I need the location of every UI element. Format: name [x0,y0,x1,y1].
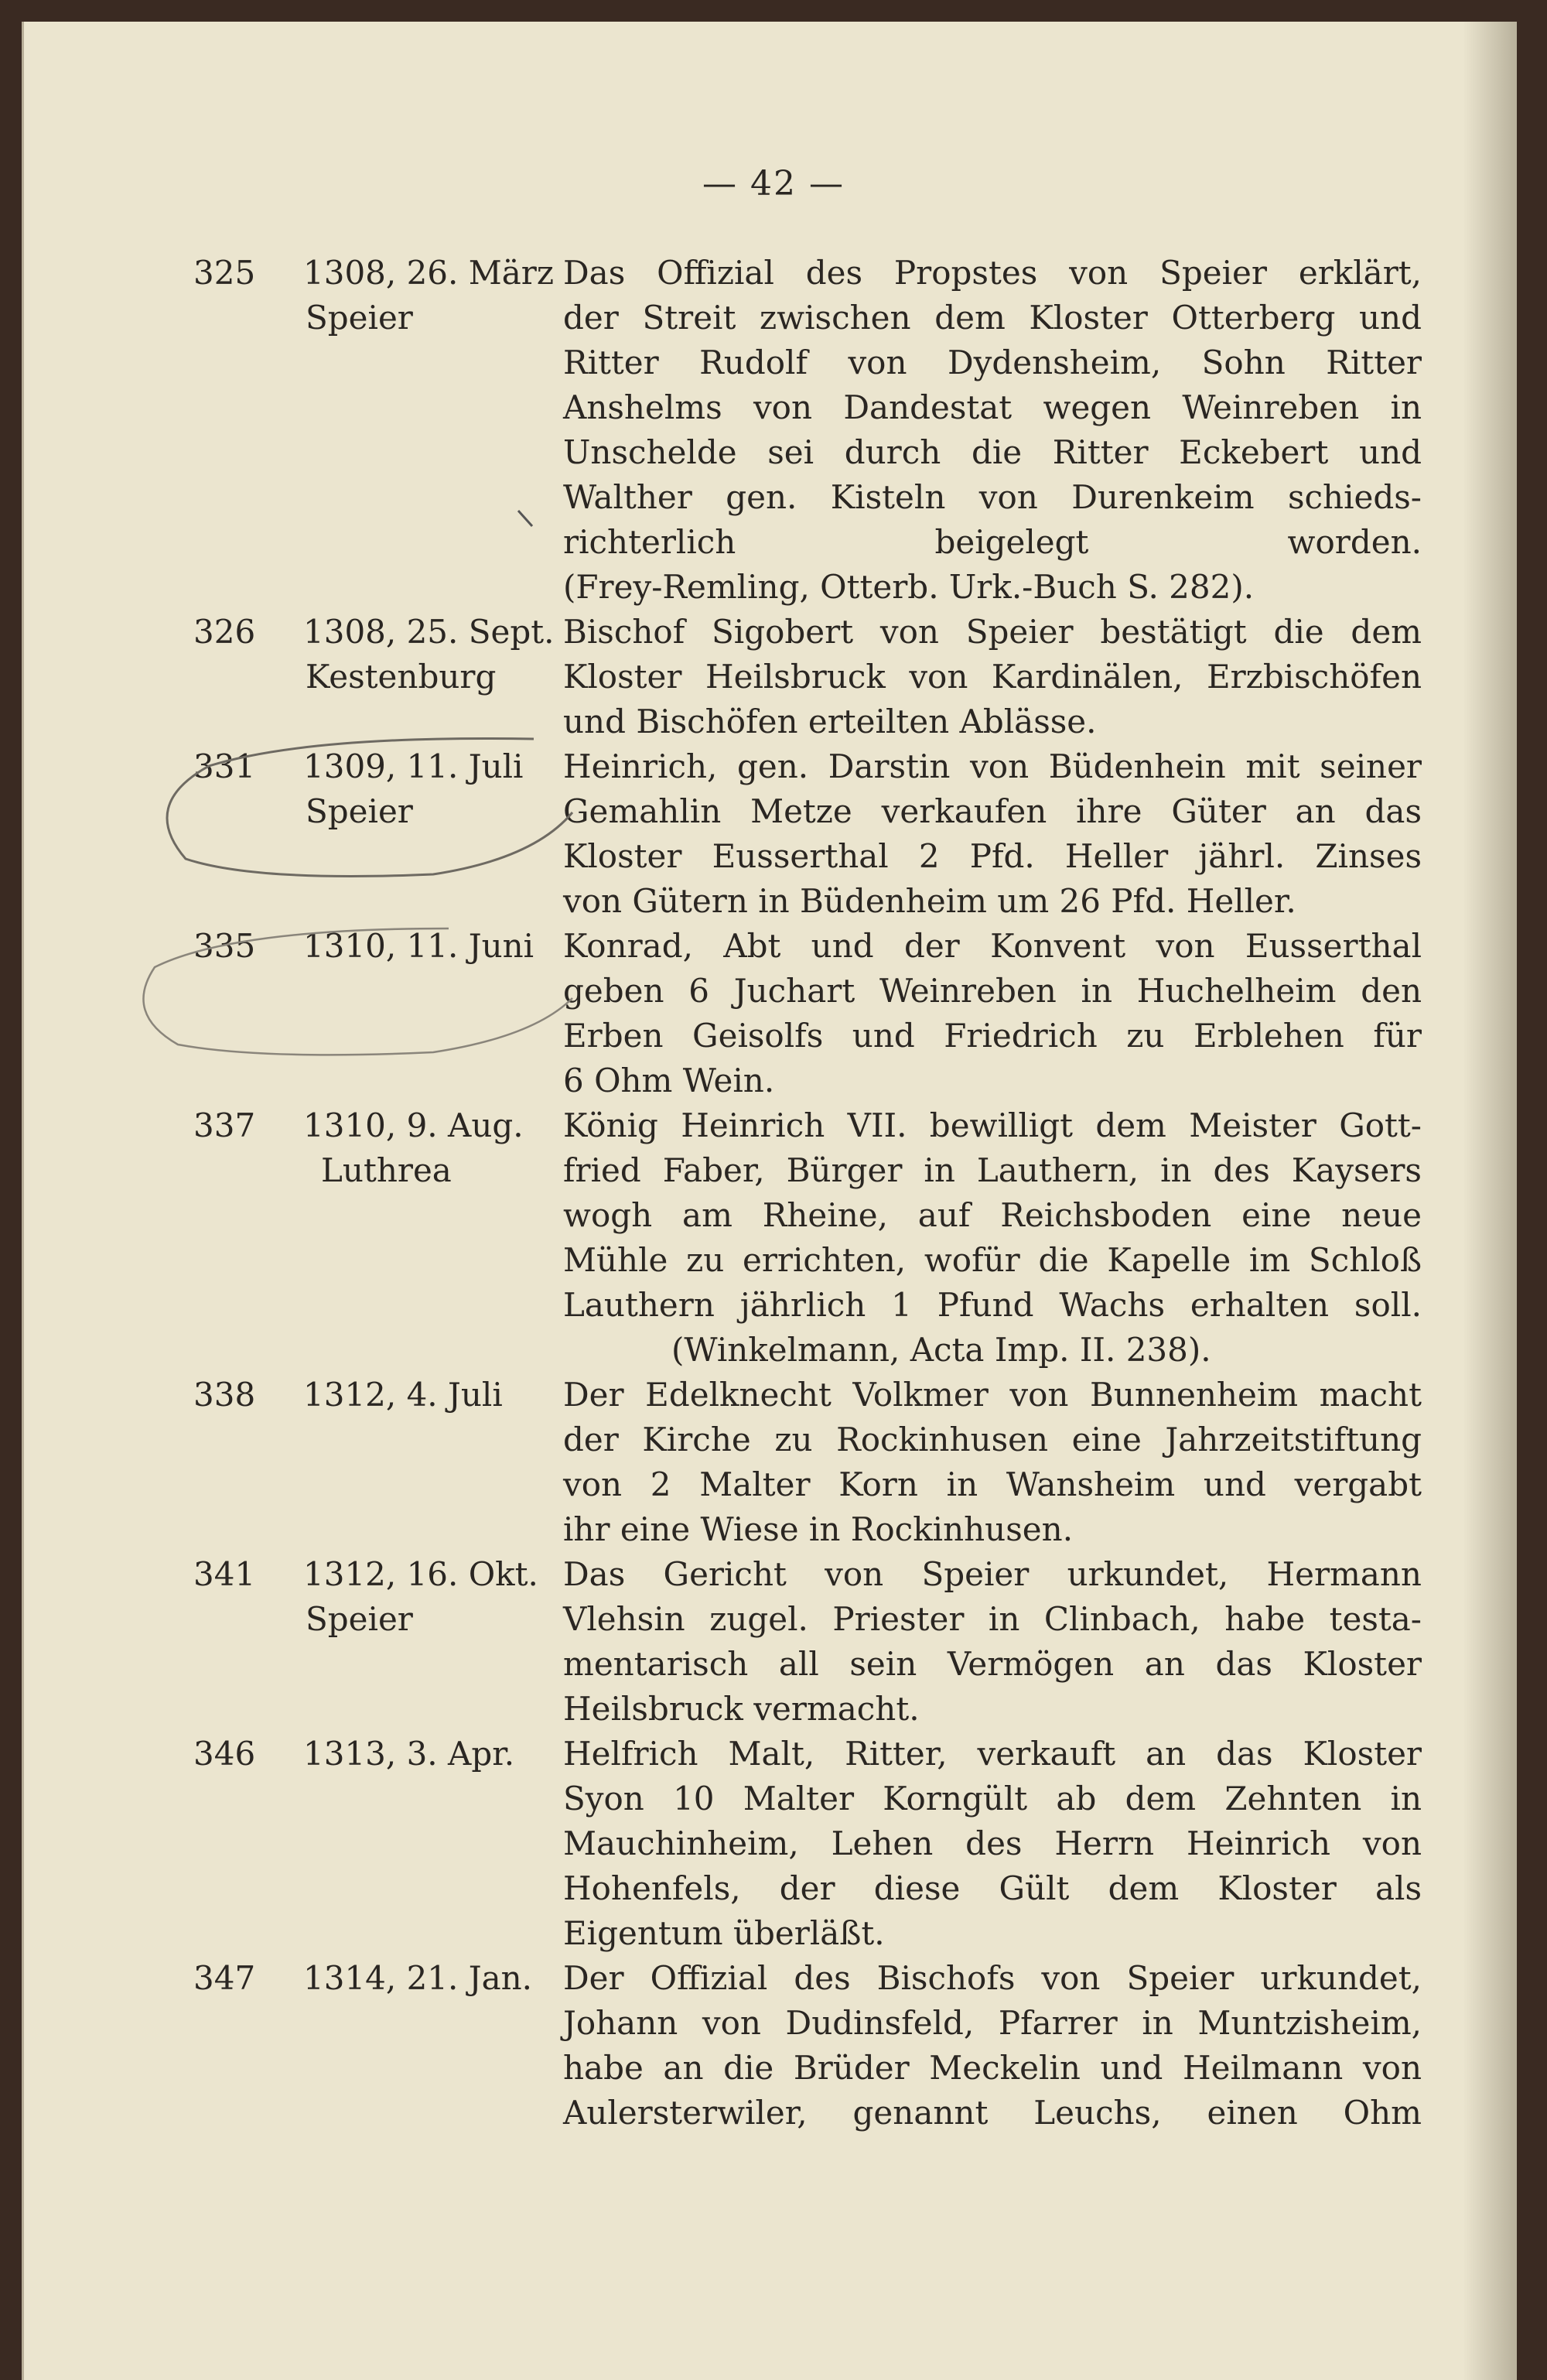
entry-line [0,1911,1547,1956]
entry-line [0,1507,1547,1552]
entry-text: Kloster Eusserthal 2 Pfd. Heller jährl. Zinses [563,837,1422,875]
entry-place: Speier [306,792,413,830]
entry-line [0,1283,1547,1328]
entry-number: 347 [193,1959,256,1997]
entry-text: Gemahlin Metze verkaufen ihre Güter an das [563,792,1422,830]
entry-line [0,1148,1547,1193]
entry-number: 337 [193,1106,256,1144]
entry-text: Vlehsin zugel. Priester in Clinbach, habe testa- [563,1600,1422,1638]
entry-line [0,385,1547,430]
entry-text: der Streit zwischen dem Kloster Otterberg und [563,299,1422,337]
entry-text: geben 6 Juchart Weinreben in Huchelheim den [563,972,1422,1010]
entry-line [0,251,1547,296]
entry-line [0,1866,1547,1911]
entry-line [0,475,1547,520]
entry-line [0,1373,1547,1417]
entry-text: habe an die Brüder Meckelin und Heilmann von [563,2049,1422,2087]
entry-text: fried Faber, Bürger in Lauthern, in des Kaysers [563,1151,1422,1189]
entry-number: 341 [193,1555,256,1593]
entry-text: Heinrich, gen. Darstin von Büdenhein mit seiner [563,747,1422,785]
entry-text: Johann von Dudinsfeld, Pfarrer in Muntzisheim, [563,2004,1422,2042]
entry-text: wogh am Rheine, auf Reichsboden eine neue [563,1196,1422,1234]
entry-text: Hohenfels, der diese Gült dem Kloster als [563,1869,1422,1907]
entry-text: von Gütern in Büdenheim um 26 Pfd. Heller. [563,882,1296,920]
entry-line [0,565,1547,610]
entry-line [0,1014,1547,1058]
entry-line [0,1238,1547,1283]
entry-text: Eigentum überläßt. [563,1914,885,1952]
entry-line [0,610,1547,655]
entry-text: und Bischöfen erteilten Ablässe. [563,703,1097,740]
entry-line [0,2046,1547,2091]
entry-line [0,924,1547,969]
entry-number: 331 [193,747,256,785]
entry-line [0,296,1547,340]
entry-text: Konrad, Abt und der Konvent von Eusserthal [563,927,1422,965]
register-entries [0,251,1547,2136]
entry-text: Der Offizial des Bischofs von Speier urkundet, [563,1959,1422,1997]
entry-text: Ritter Rudolf von Dydensheim, Sohn Ritter [563,344,1422,381]
entry-line [0,789,1547,834]
entry-text: König Heinrich VII. bewilligt dem Meister Gott- [563,1106,1422,1144]
entry-text: Helfrich Malt, Ritter, verkauft an das Kloster [563,1735,1422,1773]
entry-text: von 2 Malter Korn in Wansheim und vergabt [563,1465,1422,1503]
entry-text: (Winkelmann, Acta Imp. II. 238). [671,1331,1211,1369]
entry-text: Anshelms von Dandestat wegen Weinreben in [563,388,1422,426]
entry-line [0,1776,1547,1821]
entry-date: 1314, 21. Jan. [303,1959,533,1997]
entry-line [0,1058,1547,1103]
entry-line [0,1103,1547,1148]
entry-line [0,1193,1547,1238]
entry-number: 338 [193,1376,256,1414]
entry-place: Speier [306,299,413,337]
entry-place: Speier [306,1600,413,1638]
entry-date: 1312, 16. Okt. [303,1555,538,1593]
entry-text: 6 Ohm Wein. [563,1062,775,1099]
entry-line [0,1597,1547,1642]
entry-text: Bischof Sigobert von Speier bestätigt die dem [563,613,1422,651]
entry-number: 346 [193,1735,256,1773]
entry-line [0,1956,1547,2001]
entry-line [0,1642,1547,1687]
entry-date: 1308, 26. März [303,254,554,292]
entry-text: mentarisch all sein Vermögen an das Kloster [563,1645,1422,1683]
entry-date: 1312, 4. Juli [303,1376,503,1414]
entry-date: 1309, 11. Juli [303,747,524,785]
entry-place: Kestenburg [306,658,497,696]
entry-text: Heilsbruck vermacht. [563,1690,920,1728]
entry-text: Syon 10 Malter Korngült ab dem Zehnten in [563,1780,1422,1817]
entry-text: richterlich beigelegt worden. [563,523,1422,561]
entry-text: Der Edelknecht Volkmer von Bunnenheim macht [563,1376,1422,1414]
entry-text: Mühle zu errichten, wofür die Kapelle im Schloß [563,1241,1422,1279]
entry-text: ihr eine Wiese in Rockinhusen. [563,1510,1074,1548]
entry-line [0,1417,1547,1462]
entry-line [0,2091,1547,2136]
entry-line [0,969,1547,1014]
entry-date: 1313, 3. Apr. [303,1735,515,1773]
entry-date: 1310, 11. Juni [303,927,534,965]
entry-line [0,655,1547,699]
entry-line [0,1462,1547,1507]
entry-text: Aulersterwiler, genannt Leuchs, einen Ohm [563,2094,1422,2132]
entry-text: Kloster Heilsbruck von Kardinälen, Erzbischöfen [563,658,1422,696]
page-number: — 42 — [702,164,845,203]
entry-line [0,834,1547,879]
entry-line [0,430,1547,475]
entry-text: Mauchinheim, Lehen des Herrn Heinrich von [563,1824,1422,1862]
entry-line [0,1732,1547,1776]
entry-line [0,1821,1547,1866]
entry-place: Luthrea [321,1151,452,1189]
entry-text: Lauthern jährlich 1 Pfund Wachs erhalten soll. [563,1286,1422,1324]
entry-line [0,744,1547,789]
entry-date: 1308, 25. Sept. [303,613,555,651]
entry-line [0,699,1547,744]
entry-line [0,1552,1547,1597]
entry-text: (Frey-Remling, Otterb. Urk.-Buch S. 282). [563,568,1255,606]
entry-text: Erben Geisolfs und Friedrich zu Erblehen für [563,1017,1422,1055]
entry-line [0,520,1547,565]
entry-text: Unschelde sei durch die Ritter Eckebert und [563,433,1422,471]
entry-line [0,879,1547,924]
entry-line [0,340,1547,385]
entry-line [0,1687,1547,1732]
entry-number: 325 [193,254,256,292]
entry-text: Das Gericht von Speier urkundet, Hermann [563,1555,1422,1593]
entry-number: 326 [193,613,256,651]
entry-line [0,2001,1547,2046]
entry-line [0,1328,1547,1373]
entry-number: 335 [193,927,256,965]
entry-text: Walther gen. Kisteln von Durenkeim schieds- [563,478,1422,516]
entry-text: Das Offizial des Propstes von Speier erklärt, [563,254,1422,292]
entry-text: der Kirche zu Rockinhusen eine Jahrzeitstiftung [563,1421,1422,1458]
entry-date: 1310, 9. Aug. [303,1106,524,1144]
